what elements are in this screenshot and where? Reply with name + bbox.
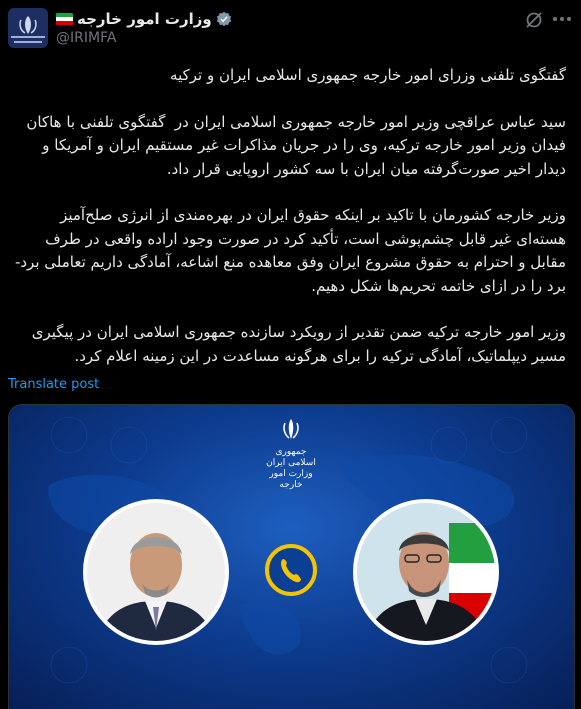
- account-name-row[interactable]: [56, 9, 232, 29]
- logo-line-ministry: وزارت امور خارجه: [269, 469, 313, 490]
- iran-flag-icon: [56, 13, 73, 25]
- portrait-right: [353, 499, 499, 645]
- post-paragraph: وزیر امور خارجه ترکیه ضمن تقدیر از رویکرد سازنده جمهوری اسلامی ایران در پیگیری مسیر دیپلماتیک، آمادگی ترکیه را برای هرگونه مساعدت در این زمینه اعلام کرد.: [26, 323, 566, 365]
- translate-post-link[interactable]: Translate post: [8, 377, 100, 392]
- avatar-text-line: [11, 36, 45, 38]
- logo-line-country: جمهوری اسلامی ایران: [266, 447, 316, 468]
- emblem-icon: [279, 417, 303, 443]
- avatar[interactable]: [8, 8, 48, 48]
- post-paragraph: وزیر خارجه کشورمان با تاکید بر اینکه حقوق ایران در بهره‌مندی از انرژی صلح‌آمیز هسته‌ای غیر قابل چشم‌پوشی است، تأکید کرد در صورت وجود اراده واقعی در طرف مقابل و احترام به حقوق مشروع ایران وفق معاهده منع اشاعه، آمادگی داریم تعاملی برد-برد را در ازای خاتمه تحریم‌ها شکل دهیم.: [14, 206, 566, 295]
- verified-badge-icon: [216, 11, 232, 27]
- phone-icon: [265, 544, 317, 596]
- more-options-icon[interactable]: [553, 17, 573, 23]
- grok-icon[interactable]: [524, 10, 544, 30]
- emblem-icon: [12, 14, 44, 36]
- avatar-text-line: [14, 41, 42, 43]
- post-header: [0, 0, 581, 56]
- ministry-logo: [266, 417, 316, 490]
- post-image[interactable]: [8, 404, 575, 709]
- post-paragraph: سید عباس عراقچی وزیر امور خارجه جمهوری اسلامی ایران در گفتگوی تلفنی با هاکان فیدان وزیر امور خارجه ترکیه، وی را در جریان مذاکرات غیر مستقیم ایران و آمریکا و دیدار اخیر صورت‌گرفته میان ایران با سه کشور اروپایی قرار داد.: [21, 112, 566, 178]
- post-body: [8, 64, 566, 368]
- account-handle[interactable]: @IRIMFA: [56, 30, 117, 46]
- post-paragraph-title: گفتگوی تلفنی وزرای امور خارجه جمهوری اسلامی ایران و ترکیه: [170, 66, 566, 84]
- account-name[interactable]: وزارت امور خارجه: [77, 10, 212, 28]
- portrait-left: [83, 499, 229, 645]
